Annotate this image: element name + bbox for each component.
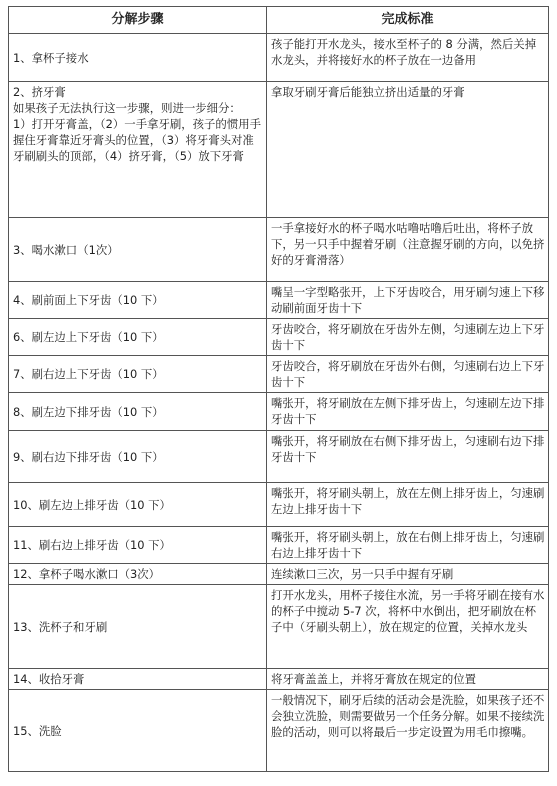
standard-cell: 一手拿接好水的杯子喝水咕噜咕噜后吐出，将杯子放下，另一只手中握着牙刷（注意握牙刷的方向，以免挤好的牙膏滑落） (267, 218, 549, 282)
step-cell: 7、刷右边上下牙齿（10 下） (9, 356, 267, 393)
step-cell: 9、刷右边下排牙齿（10 下） (9, 431, 267, 483)
table-row (9, 82, 549, 218)
step-cell: 3、喝水漱口（1次） (9, 218, 267, 282)
standard-cell: 嘴张开，将牙刷放在左侧下排牙齿上，匀速刷左边下排牙齿十下 (267, 393, 549, 431)
step-substeps: 1）打开牙膏盖，（2）一手拿牙刷，孩子的惯用手握住牙膏靠近牙膏头的位置，（3）将牙膏头对准牙刷刷头的顶部，（4）挤牙膏，（5）放下牙膏 (13, 117, 261, 163)
standard-cell: 拿取牙刷牙膏后能独立挤出适量的牙膏 (267, 82, 549, 218)
step-cell: 13、洗杯子和牙刷 (9, 585, 267, 669)
table-row (9, 319, 549, 356)
table-header-row (9, 7, 549, 34)
standard-cell: 嘴张开，将牙刷头朝上，放在右侧上排牙齿上，匀速刷右边上排牙齿十下 (267, 527, 549, 564)
table-row (9, 527, 549, 564)
step-cell: 6、刷左边上下牙齿（10 下） (9, 319, 267, 356)
table-row (9, 669, 549, 690)
column-header-steps: 分解步骤 (9, 7, 267, 34)
standard-cell: 嘴张开，将牙刷放在右侧下排牙齿上，匀速刷右边下排牙齿十下 (267, 431, 549, 483)
step-cell (9, 82, 267, 218)
table-row (9, 690, 549, 772)
task-analysis-table (8, 6, 549, 772)
step-cell: 10、刷左边上排牙齿（10 下） (9, 483, 267, 527)
column-header-standard: 完成标准 (267, 7, 549, 34)
table-row (9, 585, 549, 669)
step-cell: 11、刷右边上排牙齿（10 下） (9, 527, 267, 564)
standard-cell: 连续漱口三次，另一只手中握有牙刷 (267, 564, 549, 585)
step-cell: 4、刷前面上下牙齿（10 下） (9, 282, 267, 319)
step-cell: 14、收拾牙膏 (9, 669, 267, 690)
table-row (9, 356, 549, 393)
step-cell: 8、刷左边下排牙齿（10 下） (9, 393, 267, 431)
standard-cell: 嘴呈一字型略张开，上下牙齿咬合，用牙刷匀速上下移动刷前面牙齿十下 (267, 282, 549, 319)
table-row (9, 483, 549, 527)
standard-cell: 嘴张开，将牙刷头朝上，放在左侧上排牙齿上，匀速刷左边上排牙齿十下 (267, 483, 549, 527)
standard-cell: 牙齿咬合，将牙刷放在牙齿外右侧，匀速刷右边上下牙齿十下 (267, 356, 549, 393)
table-row (9, 34, 549, 82)
step-cell: 1、拿杯子接水 (9, 34, 267, 82)
step-cell: 15、洗脸 (9, 690, 267, 772)
step-cell: 12、拿杯子喝水漱口（3次） (9, 564, 267, 585)
table-row (9, 564, 549, 585)
standard-cell: 打开水龙头，用杯子接住水流，另一手将牙刷在接有水的杯子中搅动 5-7 次，将杯中水倒出，把牙刷放在杯子中（牙刷头朝上），放在规定的位置，关掉水龙头 (267, 585, 549, 669)
table-row (9, 393, 549, 431)
table-row (9, 218, 549, 282)
table-row (9, 282, 549, 319)
step-note: 如果孩子无法执行这一步骤，则进一步细分： (13, 101, 241, 115)
standard-cell: 牙齿咬合，将牙刷放在牙齿外左侧，匀速刷左边上下牙齿十下 (267, 319, 549, 356)
step-title: 2、挤牙膏 (13, 85, 66, 99)
standard-cell: 孩子能打开水龙头，接水至杯子的 8 分满，然后关掉水龙头，并将接好水的杯子放在一边备用 (267, 34, 549, 82)
standard-cell: 将牙膏盖盖上，并将牙膏放在规定的位置 (267, 669, 549, 690)
standard-cell: 一般情况下，刷牙后续的活动会是洗脸，如果孩子还不会独立洗脸，则需要做另一个任务分解。如果不接续洗脸的活动，则可以将最后一步定设置为用毛巾擦嘴。 (267, 690, 549, 772)
table-row (9, 431, 549, 483)
